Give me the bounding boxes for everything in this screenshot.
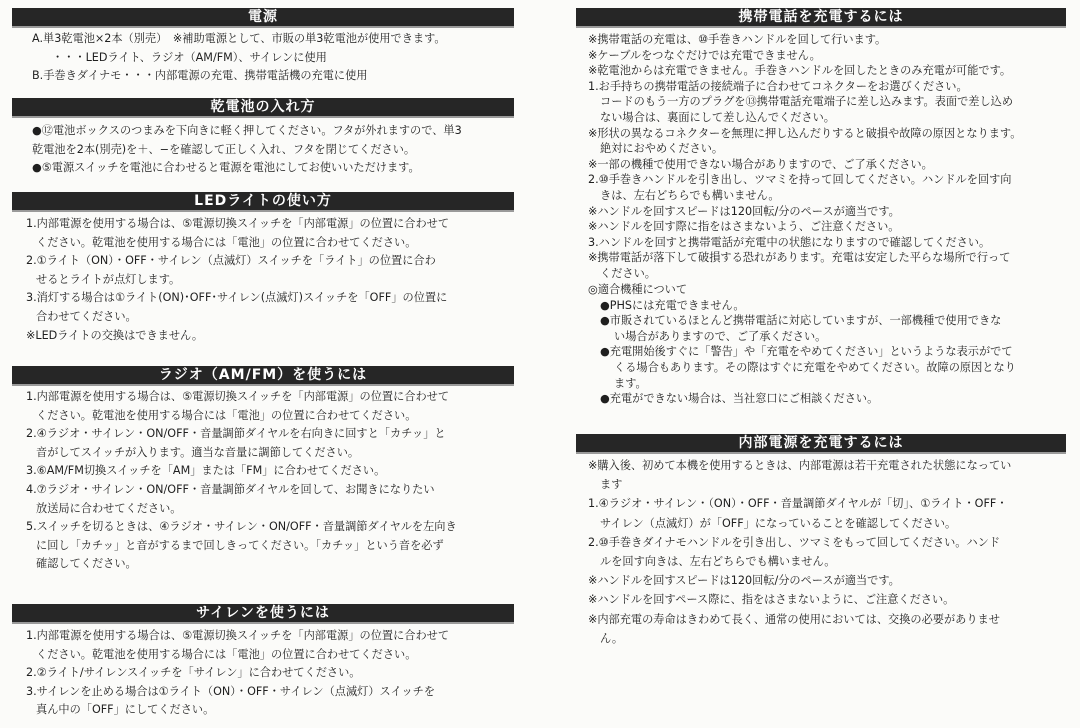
text-line: 1.④ラジオ・サイレン・（ON）・OFF・音量調節ダイヤルが「切」、①ライト・OFF・ — [588, 497, 1008, 511]
compatible-models-section — [576, 282, 1064, 407]
section-header-power: 電源 — [12, 8, 514, 28]
radio-section-body — [12, 388, 512, 574]
text-line: ※ハンドルを回すスピードは120回転/分のペースが適当です。 — [588, 204, 900, 218]
text-line: 確認してください。 — [36, 557, 137, 571]
text-line: ください。乾電池を使用する場合には「電池」の位置に合わせてください。 — [36, 235, 417, 249]
text-line: ない場合は、裏面にして差し込んでください。 — [600, 110, 835, 124]
text-line: 合わせてください。 — [36, 309, 137, 323]
text-line: ※ハンドルを回すペース際に、指をはさまないように、ご注意ください。 — [588, 593, 955, 607]
section-header-phone-charging: 携帯電話を充電するには — [576, 8, 1066, 28]
text-line: B.手巻きダイナモ・・・内部電源の充電、携帯電話機の充電に使用 — [32, 69, 368, 83]
text-line: くる場合もあります。その際はすぐに充電をやめてください。故障の原因となり — [614, 360, 1016, 374]
text-line: 2.②ライト/サイレンスイッチを「サイレン」に合わせてください。 — [26, 666, 361, 680]
text-line: ・・・LEDライト、ラジオ（AM/FM）、サイレンに使用 — [52, 50, 327, 64]
text-line: ください。乾電池を使用する場合には「電池」の位置に合わせてください。 — [36, 408, 417, 422]
text-line: 絶対におやめください。 — [600, 142, 724, 156]
internal-charging-section-body — [576, 456, 1064, 648]
text-line: ます — [600, 478, 623, 492]
text-line: 5.スイッチを切るときは、④ラジオ・サイレン・ON/OFF・音量調節ダイヤルを左向き — [26, 520, 457, 534]
battery-section-body — [12, 122, 512, 178]
text-line: ※ケーブルをつなぐだけでは充電できません。 — [588, 48, 821, 62]
power-section-body — [12, 30, 512, 86]
text-line: ●⑫電池ボックスのつまみを下向きに軽く押してください。フタが外れますので、単3 — [32, 124, 462, 137]
text-line: ●市販されているほとんど携帯電話に対応していますが、一部機種で使用できな — [600, 314, 1002, 328]
text-line: 1.内部電源を使用する場合は、⑤電源切換スイッチを「内部電源」の位置に合わせて — [26, 217, 450, 230]
text-line: ●PHSには充電できません。 — [600, 298, 745, 312]
text-line: サイレン（点滅灯）が「OFF」になっていることを確認してください。 — [600, 516, 957, 530]
led-section-body — [12, 215, 512, 345]
text-line: 1.お手持ちの携帯電話の接続端子に合わせてコネクターをお選びください。 — [588, 79, 968, 93]
text-line: 乾電池を2本(別売)を＋、−を確認して正しく入れ、フタを閉じてください。 — [32, 142, 416, 156]
section-header-siren: サイレンを使うには — [12, 604, 514, 624]
text-line: ※内部充電の寿命はきわめて長く、通常の使用においては、交換の必要がありませ — [588, 612, 1000, 626]
text-line: ※乾電池からは充電できません。手巻きハンドルを回したときのみ充電が可能です。 — [588, 64, 1012, 78]
text-line: ※携帯電話が落下して破損する恐れがあります。充電は安定した平らな場所で行って — [588, 251, 1011, 265]
text-line: ●充電ができない場合は、当社窓口にご相談ください。 — [600, 392, 879, 406]
text-line: ます。 — [614, 376, 647, 390]
text-line: 3.ハンドルを回すと携帯電話が充電中の状態になりますので確認してください。 — [588, 235, 991, 249]
text-line: ください。 — [600, 266, 656, 280]
text-line: ●⑤電源スイッチを電池に合わせると電源を電池にしてお使いいただけます。 — [32, 161, 420, 175]
text-line: コードのもう一方のプラグを⑬携帯電話充電端子に差し込みます。表面で差し込め — [600, 95, 1014, 109]
text-line: ※形状の異なるコネクターを無理に押し込んだりすると破損や故障の原因となります。 — [588, 126, 1022, 140]
text-line: ※携帯電話の充電は、⑩手巻きハンドルを回して行います。 — [588, 33, 887, 46]
section-header-battery: 乾電池の入れ方 — [12, 98, 514, 118]
text-line: 1.内部電源を使用する場合は、⑤電源切換スイッチを「内部電源」の位置に合わせて — [26, 629, 450, 642]
section-header-internal-charging: 内部電源を充電するには — [576, 434, 1066, 454]
text-line: ※一部の機種で使用できない場合がありますので、ご了承ください。 — [588, 157, 933, 171]
text-line: ※ハンドルを回す際に指をはさまないよう、ご注意ください。 — [588, 220, 900, 234]
section-header-led: LEDライトの使い方 — [12, 192, 514, 212]
phone-charging-section-body — [576, 32, 1064, 282]
text-line: に回し「カチッ」と音がするまで回しきってください。「カチッ」という音を必ず — [36, 538, 444, 552]
text-line: ※購入後、初めて本機を使用するときは、内部電源は若干充電された状態になってい — [588, 459, 1012, 472]
text-line: 2.⑩手巻きダイナモハンドルを引き出し、ツマミをもって回してください。ハンド — [588, 535, 1001, 549]
compatible-models-heading: ◎適合機種について — [588, 283, 688, 296]
text-line: A.単3乾電池×2本（別売） ※補助電源として、市販の単3乾電池が使用できます。 — [32, 32, 446, 45]
text-line: 4.⑦ラジオ・サイレン・ON/OFF・音量調節ダイヤルを回して、お聞きになりたい — [26, 482, 435, 496]
siren-section-body — [12, 627, 512, 720]
text-line: 3.⑥AM/FM切換スイッチを「AM」または「FM」に合わせてください。 — [26, 464, 386, 478]
text-line: きは、左右どちらでも構いません。 — [600, 188, 780, 202]
text-line: せるとライトが点灯します。 — [36, 272, 181, 286]
text-line: 3.サイレンを止める場合は①ライト（ON）・OFF・サイレン（点滅灯）スイッチを — [26, 684, 436, 698]
section-header-radio: ラジオ（AM/FM）を使うには — [12, 366, 514, 386]
text-line: 音がしてスイッチが入ります。適当な音量に調節してください。 — [36, 445, 360, 459]
text-line: ん。 — [600, 631, 624, 645]
text-line: ※LEDライトの交換はできません。 — [26, 328, 204, 342]
text-line: 真ん中の「OFF」にしてください。 — [36, 703, 215, 717]
text-line: 1.内部電源を使用する場合は、⑤電源切換スイッチを「内部電源」の位置に合わせて — [26, 390, 450, 403]
text-line: 2.①ライト（ON）・OFF・サイレン（点滅灯）スイッチを「ライト」の位置に合わ — [26, 254, 436, 268]
text-line: ●充電開始後すぐに「警告」や「充電をやめてください」というような表示がでて — [600, 345, 1013, 359]
text-line: ルを回す向きは、左右どちらでも構いません。 — [600, 554, 836, 568]
text-line: 3.消灯する場合は①ライト(ON)･OFF･サイレン(点滅灯)スイッチを「OFF」の位置に — [26, 291, 448, 305]
text-line: ください。乾電池を使用する場合には「電池」の位置に合わせてください。 — [36, 647, 417, 661]
text-line: 2.④ラジオ・サイレン・ON/OFF・音量調節ダイヤルを右向きに回すと「カチッ」と — [26, 427, 446, 441]
text-line: い場合がありますので、ご了承ください。 — [614, 329, 827, 343]
text-line: 放送局に合わせてください。 — [36, 501, 182, 515]
text-line: ※ハンドルを回すスピードは120回転/分のペースが適当です。 — [588, 574, 900, 588]
text-line: 2.⑩手巻きハンドルを引き出し、ツマミを持って回してください。ハンドルを回す向 — [588, 173, 1012, 187]
